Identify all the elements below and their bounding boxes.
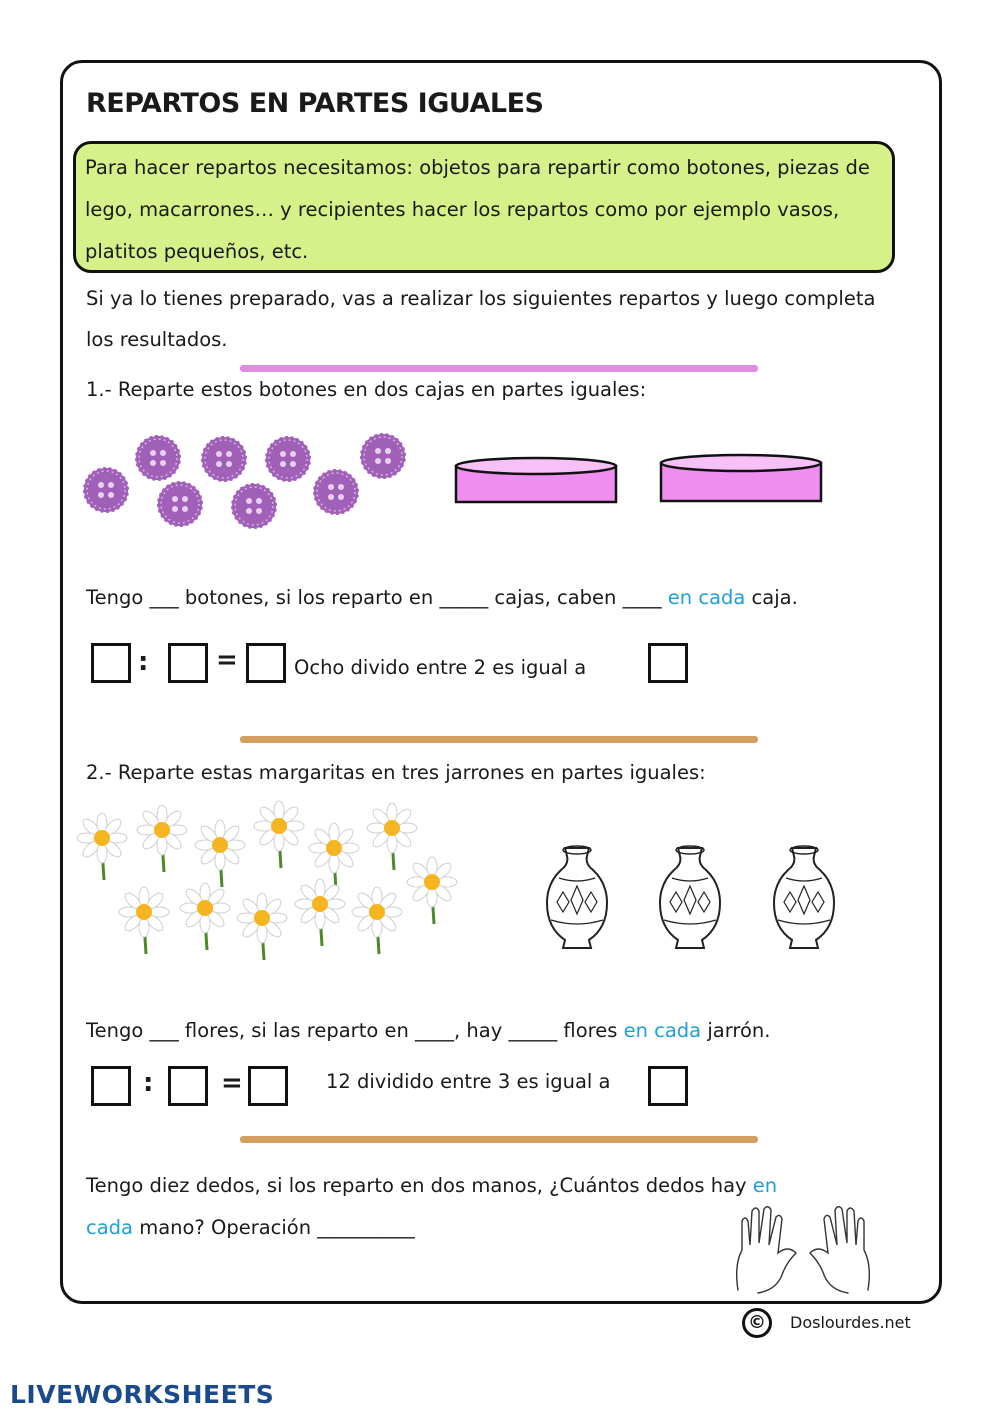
divider-brown-2 xyxy=(240,1136,758,1143)
section1-phrase: Ocho divido entre 2 es igual a xyxy=(294,656,587,679)
equals-sign: = xyxy=(216,645,238,675)
button-icon xyxy=(157,481,203,527)
answer-box-result-2[interactable] xyxy=(648,1066,688,1106)
answer-box-result-1[interactable] xyxy=(648,643,688,683)
daisy-icon xyxy=(180,883,230,950)
button-icon xyxy=(265,436,311,482)
vase-icon xyxy=(547,846,607,948)
section2-sentence-highlight: en cada xyxy=(623,1019,702,1042)
section2-sentence-end: jarrón. xyxy=(701,1019,771,1042)
intro-text: Para hacer repartos necesitamos: objetos para repartir como botones, piezas de lego, macarrones… y recipientes hacer los repartos como por ejemplo vasos, platitos pequeños, etc. xyxy=(85,156,870,263)
daisy-icon xyxy=(137,805,187,872)
answer-box-dividend-1[interactable] xyxy=(91,643,131,683)
daisy-icon xyxy=(309,823,359,890)
section3-sentence-line1 xyxy=(86,1165,777,1207)
section3-highlight-1: en xyxy=(752,1174,778,1197)
hands-illustration xyxy=(728,1205,878,1297)
box-2-icon xyxy=(661,455,821,501)
divider-brown-1 xyxy=(240,736,758,743)
division-sign: : xyxy=(138,647,149,677)
answer-box-quotient-2[interactable] xyxy=(248,1066,288,1106)
button-icon xyxy=(201,436,247,482)
section1-sentence-end: caja. xyxy=(745,586,798,609)
answer-box-divisor-2[interactable] xyxy=(168,1066,208,1106)
page-title: REPARTOS EN PARTES IGUALES xyxy=(86,88,544,119)
section3-sentence-start: Tengo diez dedos, si los reparto en dos manos, ¿Cuántos dedos hay xyxy=(86,1174,753,1197)
button-icon xyxy=(231,483,277,529)
daisy-icon xyxy=(254,801,304,868)
vase-icon xyxy=(774,846,834,948)
answer-box-dividend-2[interactable] xyxy=(91,1066,131,1106)
equals-sign: = xyxy=(221,1068,243,1098)
daisy-icon xyxy=(295,879,345,946)
daisy-icon xyxy=(237,893,287,960)
section1-sentence-start: Tengo ___ botones, si los reparto en _____ cajas, caben ____ xyxy=(86,586,668,609)
button-icon xyxy=(360,433,406,479)
section2-phrase: 12 dividido entre 3 es igual a xyxy=(326,1070,611,1093)
button-icon xyxy=(135,435,181,481)
section1-sentence-highlight: en cada xyxy=(667,586,746,609)
section2-heading: 2.- Reparte estas margaritas en tres jarrones en partes iguales: xyxy=(86,761,706,784)
daisy-icon xyxy=(367,803,417,870)
section1-sentence xyxy=(86,577,798,619)
answer-box-divisor-1[interactable] xyxy=(168,643,208,683)
vase-icon xyxy=(660,846,720,948)
credit-text: Doslourdes.net xyxy=(790,1313,911,1332)
copyright-icon: © xyxy=(742,1308,772,1338)
liveworksheets-logo: LIVEWORKSHEETS xyxy=(10,1380,275,1409)
daisy-icon xyxy=(119,887,169,954)
instructions-text: Si ya lo tienes preparado, vas a realizar los siguientes repartos y luego completa los resultados. xyxy=(86,287,876,351)
section2-sentence-start: Tengo ___ flores, si las reparto en ____, hay _____ flores xyxy=(86,1019,624,1042)
section1-heading: 1.- Reparte estos botones en dos cajas en partes iguales: xyxy=(86,378,647,401)
button-icon xyxy=(83,467,129,513)
buttons-and-boxes-illustration xyxy=(76,428,836,538)
daisy-icon xyxy=(77,813,127,880)
box-1-icon xyxy=(456,458,616,502)
answer-box-quotient-1[interactable] xyxy=(246,643,286,683)
daisies-and-vases-illustration xyxy=(72,800,862,965)
daisy-icon xyxy=(195,820,245,887)
daisy-icon xyxy=(352,887,402,954)
button-icon xyxy=(313,469,359,515)
section3-sentence-line2 xyxy=(86,1207,415,1249)
section2-sentence xyxy=(86,1010,770,1052)
division-sign: : xyxy=(143,1068,154,1098)
section3-highlight-2: cada xyxy=(86,1216,133,1239)
section3-sentence-end: mano? Operación __________ xyxy=(133,1216,415,1239)
daisy-icon xyxy=(407,857,457,924)
